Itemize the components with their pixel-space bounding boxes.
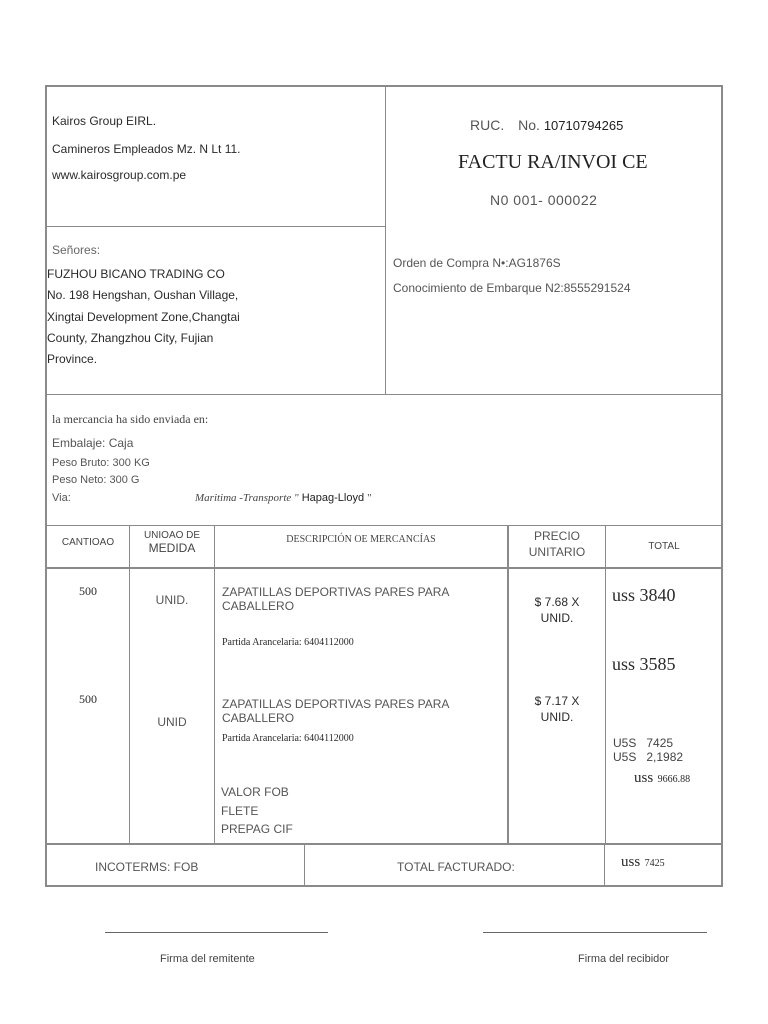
packing: Embalaje: Caja	[52, 436, 134, 450]
row1-quantity: 500	[79, 584, 97, 598]
row2-description	[222, 697, 449, 725]
summary-freight-value: U5S 2,1982	[613, 750, 684, 764]
header-unit	[130, 530, 214, 555]
col-divider-2	[214, 525, 215, 844]
client-line: No. 198 Hengshan, Oushan Village,	[47, 288, 239, 303]
header-price-line: UNITARIO	[528, 545, 586, 559]
sender-signature-line	[105, 932, 328, 933]
total-value	[621, 853, 665, 871]
frame-left	[45, 85, 47, 887]
row1-price-line: UNID.	[540, 611, 574, 625]
row2-quantity: 500	[79, 692, 97, 706]
header-vertical-divider	[385, 85, 386, 395]
ruc-block	[470, 117, 623, 133]
total-label: TOTAL FACTURADO:	[397, 860, 515, 874]
company-name: Kairos Group EIRL.	[52, 114, 157, 128]
header-quantity: CANTIOAO	[61, 537, 115, 548]
client-address-block	[47, 264, 240, 370]
row1-total: uss 3840	[612, 585, 676, 605]
row2-description-line: ZAPATILLAS DEPORTIVAS PARES PARA	[222, 697, 450, 711]
header-description: DESCRIPCIÓN OE MERCANCÍAS	[286, 534, 436, 545]
client-label: Señores:	[52, 243, 101, 257]
summary-label-freight: FLETE	[221, 803, 259, 818]
col-divider-3	[507, 525, 509, 844]
ruc-no-label: No.	[518, 117, 540, 133]
summary-cif-currency: uss	[634, 770, 654, 786]
purchase-order: Orden de Compra N•:AG1876S	[393, 256, 561, 270]
client-line: Xingtai Development Zone,Changtai	[47, 309, 240, 324]
row1-price-line: $ 7.68 X	[534, 595, 580, 609]
header-price	[509, 528, 605, 560]
shipping-intro: la mercancia ha sido enviada en:	[52, 412, 209, 426]
ruc-label: RUC.	[470, 117, 505, 133]
row2-unit: UNID	[157, 715, 187, 729]
gross-weight: Peso Bruto: 300 KG	[52, 457, 150, 469]
client-line: FUZHOU BICANO TRADING CO	[47, 267, 225, 281]
row1-price	[509, 594, 605, 626]
summary-cif-amount: 9666.88	[657, 774, 691, 785]
summary-cif-value	[634, 769, 690, 787]
header-total: TOTAL	[648, 541, 680, 552]
via-label: Via:	[52, 492, 71, 504]
client-line: Province.	[47, 352, 98, 367]
col-divider-4	[605, 525, 606, 844]
summary-label-fob: VALOR FOB	[221, 785, 289, 799]
incoterms: INCOTERMS: FOB	[95, 860, 199, 874]
row1-description-line: ZAPATILLAS DEPORTIVAS PARES PARA	[222, 585, 450, 599]
row2-price-line: $ 7.17 X	[534, 694, 580, 708]
company-address: Camineros Empleados Mz. N Lt 11.	[52, 142, 241, 156]
via-carrier: Hapag-Lloyd	[301, 492, 365, 504]
invoice-title: FACTU RA/INVOI CE	[458, 151, 648, 173]
header-price-line: PRECIO	[533, 529, 580, 543]
frame-top	[45, 85, 723, 87]
company-website: www.kairosgroup.com.pe	[52, 168, 187, 182]
footer-divider-1	[304, 844, 305, 886]
receiver-signature-line	[483, 932, 707, 933]
ruc-number: 10710794265	[543, 118, 624, 133]
summary-fob-value: U5S 7425	[613, 736, 674, 750]
summary-label-cif: PREPAG CIF	[221, 822, 293, 836]
client-line: County, Zhangzhou City, Fujian	[47, 330, 214, 345]
row1-description	[222, 585, 449, 613]
row1-description-line: CABALLERO	[222, 599, 295, 613]
bill-of-lading: Conocimiento de Embarque N2:8555291524	[393, 281, 631, 295]
row1-unit: UNID.	[155, 593, 189, 607]
invoice-number: N0 001- 000022	[490, 192, 598, 208]
row2-description-line: CABALLERO	[222, 711, 295, 725]
shipping-bottom-divider	[45, 525, 723, 526]
row2-total: uss 3585	[612, 654, 676, 674]
col-divider-1	[129, 525, 130, 844]
summary-labels	[221, 783, 293, 839]
total-amount: 7425	[644, 858, 665, 869]
total-currency: uss	[621, 854, 641, 870]
header-bottom-divider	[45, 394, 723, 395]
via-value	[195, 492, 372, 504]
frame-bottom	[45, 885, 723, 887]
company-client-divider	[45, 226, 386, 227]
row2-price	[509, 693, 605, 725]
frame-right	[721, 85, 723, 887]
row1-tariff: Partida Arancelaria: 6404112000	[222, 637, 354, 648]
receiver-signature-label: Firma del recibidor	[578, 953, 670, 965]
header-unit-line: UNIOAO DE	[143, 530, 201, 541]
row2-price-line: UNID.	[540, 710, 574, 724]
header-unit-line: MEDIDA	[148, 541, 196, 555]
net-weight: Peso Neto: 300 G	[52, 474, 140, 486]
footer-divider-2	[604, 844, 605, 886]
sender-signature-label: Firma del remitente	[160, 953, 255, 965]
via-transport: Maritima -Transporte "	[195, 492, 299, 504]
via-close-quote: "	[367, 492, 372, 504]
row2-tariff: Partida Arancelaria: 6404112000	[222, 733, 354, 744]
table-header-bottom	[45, 567, 723, 569]
table-bottom	[45, 843, 723, 845]
